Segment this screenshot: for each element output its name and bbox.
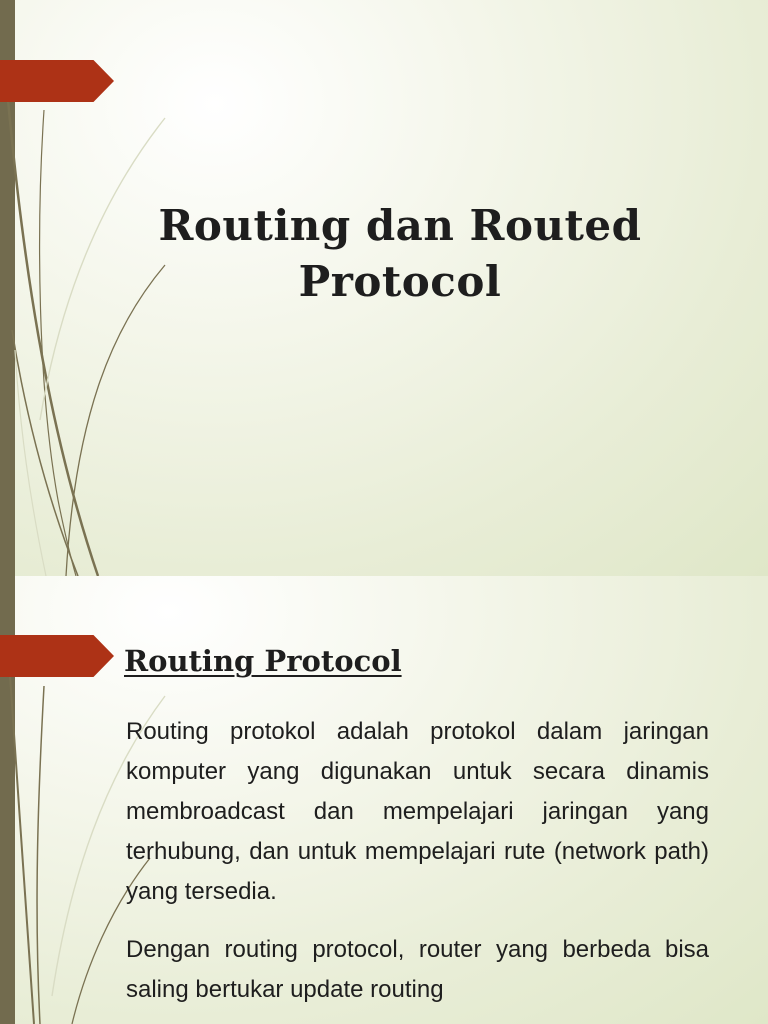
body-paragraph: Dengan routing protocol, router yang berbeda bisa saling bertukar update routing [126,936,709,1003]
content-slide [0,576,768,1024]
swoosh-line-1 [37,686,44,1024]
swoosh-line-2 [10,676,34,1024]
arrow-tab [0,60,114,102]
slide-title-line-2: Protocol [298,257,502,306]
body-paragraph: Routing protokol adalah protokol dalam jaringan komputer yang digunakan untuk secara dinamis membroadcast dan mempelajari jaringan yang terhubung, dan untuk mempelajari rute (network path) yang tersedia. [126,718,709,905]
swoosh-line-3 [40,110,76,576]
slide-title [100,198,700,310]
slide-title-line-1: Routing dan Routed [158,201,642,250]
slide-heading: Routing Protocol [124,644,402,678]
arrow-tab [0,635,114,677]
slide-body [126,712,709,1024]
swoosh-line-6 [15,350,46,576]
swoosh-line-4 [66,265,165,576]
